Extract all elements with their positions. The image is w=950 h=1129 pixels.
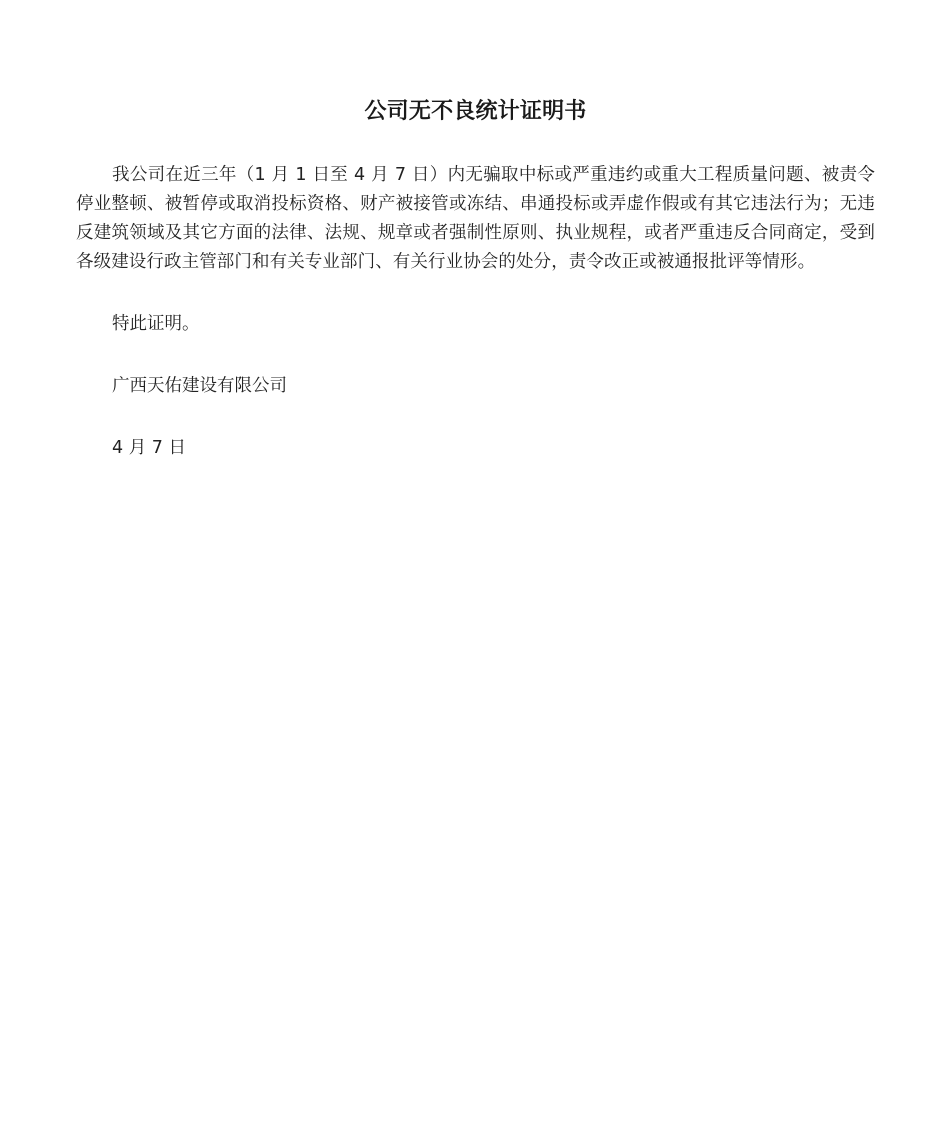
statement-paragraph: 我公司在近三年（1 月 1 日至 4 月 7 日）内无骗取中标或严重违约或重大工程质量问题、被责令停业整顿、被暂停或取消投标资格、财产被接管或冻结、串通投标或弄虚作假或有其它违法行为；无违反建筑领域及其它方面的法律、法规、规章或者强制性原则、执业规程，或者严重违反合同商定，受到各级建设行政主管部门和有关专业部门、有关行业协会的处分，责令改正或被通报批评等情形。	[76, 165, 875, 272]
company-name: 广西天佑建设有限公司	[112, 376, 287, 396]
document-title: 公司无不良统计证明书	[364, 99, 587, 124]
closing-statement: 特此证明。	[112, 314, 200, 334]
document-date: 4 月 7 日	[112, 438, 186, 458]
